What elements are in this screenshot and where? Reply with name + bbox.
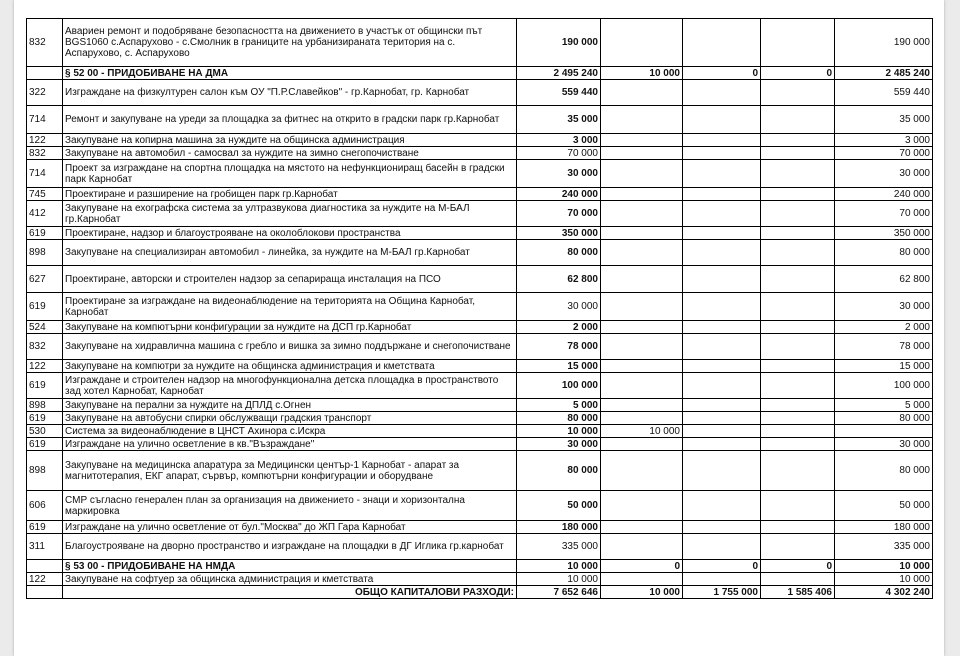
row-amount-col4: 0 <box>761 560 835 573</box>
row-amount-col4 <box>761 360 835 373</box>
row-amount-col2 <box>601 412 683 425</box>
row-amount-total: 30 000 <box>517 293 601 321</box>
row-amount-col4 <box>761 373 835 399</box>
row-amount-col3 <box>683 360 761 373</box>
total-label: ОБЩО КАПИТАЛОВИ РАЗХОДИ: <box>63 586 517 599</box>
row-code: 412 <box>27 201 63 227</box>
row-code: 122 <box>27 134 63 147</box>
table-row <box>27 491 933 521</box>
row-description: Проектиране, авторски и строителен надзор за сепарираща инсталация на ПСО <box>63 266 517 293</box>
row-amount-col2 <box>601 201 683 227</box>
row-amount-col5: 4 302 240 <box>835 586 933 599</box>
row-amount-col2: 10 000 <box>601 586 683 599</box>
row-amount-col2 <box>601 227 683 240</box>
row-description: Проектиране, надзор и благоустрояване на околоблокови пространства <box>63 227 517 240</box>
row-amount-total: 3 000 <box>517 134 601 147</box>
row-amount-col3 <box>683 147 761 160</box>
row-amount-col5: 240 000 <box>835 188 933 201</box>
row-amount-col4 <box>761 534 835 560</box>
table-row <box>27 399 933 412</box>
section-row <box>27 560 933 573</box>
row-amount-col2 <box>601 573 683 586</box>
row-amount-col5: 30 000 <box>835 293 933 321</box>
row-amount-col4 <box>761 412 835 425</box>
row-amount-col3: 0 <box>683 67 761 80</box>
row-description: § 52 00 - ПРИДОБИВАНЕ НА ДМА <box>63 67 517 80</box>
row-description: Ремонт и закупуване на уреди за площадка за фитнес на открито в градски парк гр.Карнобат <box>63 106 517 134</box>
row-description: Авариен ремонт и подобряване безопасността на движението в участък от общински път BGS1060 с.Аспарухово - с.Смолник в границите на урбанизираната територия на с. Аспарухово, с. Аспарухово <box>63 19 517 67</box>
row-amount-col3 <box>683 160 761 188</box>
row-amount-col5: 80 000 <box>835 412 933 425</box>
row-amount-col5: 70 000 <box>835 147 933 160</box>
row-description: Закупуване на автобусни спирки обслужващи градския транспорт <box>63 412 517 425</box>
row-code: 619 <box>27 373 63 399</box>
total-row <box>27 586 933 599</box>
row-amount-col2 <box>601 521 683 534</box>
row-description: Закупуване на специализиран автомобил - линейка, за нуждите на М-БАЛ гр.Карнобат <box>63 240 517 266</box>
row-amount-col4 <box>761 293 835 321</box>
row-amount-col3 <box>683 334 761 360</box>
row-code: 898 <box>27 399 63 412</box>
table-row <box>27 451 933 491</box>
row-amount-col2 <box>601 240 683 266</box>
row-amount-col5: 100 000 <box>835 373 933 399</box>
table-row <box>27 80 933 106</box>
row-amount-col2 <box>601 438 683 451</box>
row-amount-total: 80 000 <box>517 412 601 425</box>
row-amount-col3 <box>683 373 761 399</box>
row-description: Изграждане на физкултурен салон към ОУ "П.Р.Славейков" - гр.Карнобат, гр. Карнобат <box>63 80 517 106</box>
row-amount-col3 <box>683 80 761 106</box>
row-amount-col5: 180 000 <box>835 521 933 534</box>
row-code: 714 <box>27 160 63 188</box>
row-amount-col4 <box>761 438 835 451</box>
table-row <box>27 412 933 425</box>
row-amount-col4 <box>761 573 835 586</box>
row-description: Изграждане на улично осветление от бул."Москва" до ЖП Гара Карнобат <box>63 521 517 534</box>
row-description: Закупуване на компютри за нуждите на общинска администрация и кметствата <box>63 360 517 373</box>
capital-expenditure-table <box>26 18 933 599</box>
row-amount-col2: 10 000 <box>601 67 683 80</box>
row-amount-col4: 1 585 406 <box>761 586 835 599</box>
page-footer-strip <box>14 640 944 656</box>
row-description: Закупуване на перални за нуждите на ДПЛД с.Огнен <box>63 399 517 412</box>
table-row <box>27 201 933 227</box>
row-amount-total: 2 000 <box>517 321 601 334</box>
row-description: Закупуване на копирна машина за нуждите на общинска администрация <box>63 134 517 147</box>
row-code: 898 <box>27 240 63 266</box>
row-amount-col3: 1 755 000 <box>683 586 761 599</box>
row-code: 122 <box>27 573 63 586</box>
row-amount-col4 <box>761 425 835 438</box>
row-amount-col2 <box>601 373 683 399</box>
row-amount-col5: 30 000 <box>835 438 933 451</box>
table-row <box>27 266 933 293</box>
row-amount-total: 70 000 <box>517 201 601 227</box>
section-row <box>27 67 933 80</box>
row-amount-col3 <box>683 19 761 67</box>
row-description: Изграждане и строителен надзор на многофункционална детска площадка в пространството зад хотел Карнобат, Карнобат <box>63 373 517 399</box>
row-amount-col3 <box>683 266 761 293</box>
row-description: Закупуване на хидравлична машина с гребло и вишка за зимно поддържане и снегопочистване <box>63 334 517 360</box>
table-row <box>27 438 933 451</box>
row-code: 619 <box>27 412 63 425</box>
row-amount-col4 <box>761 491 835 521</box>
table-row <box>27 106 933 134</box>
row-amount-col2 <box>601 188 683 201</box>
row-description: Проект за изграждане на спортна площадка на мястото на нефункциониращ басейн в градски парк Карнобат <box>63 160 517 188</box>
row-amount-total: 10 000 <box>517 425 601 438</box>
row-code <box>27 586 63 599</box>
row-description: Проектиране и разширение на гробищен парк гр.Карнобат <box>63 188 517 201</box>
row-amount-col4 <box>761 160 835 188</box>
table-body <box>27 19 933 599</box>
row-description: Изграждане на улично осветление в кв."Възраждане" <box>63 438 517 451</box>
row-amount-col5: 5 000 <box>835 399 933 412</box>
row-code: 898 <box>27 451 63 491</box>
table-row <box>27 321 933 334</box>
row-amount-total: 559 440 <box>517 80 601 106</box>
row-amount-col2 <box>601 134 683 147</box>
table-row <box>27 19 933 67</box>
row-amount-total: 15 000 <box>517 360 601 373</box>
table-row <box>27 573 933 586</box>
table-row <box>27 160 933 188</box>
row-amount-col5: 80 000 <box>835 451 933 491</box>
row-description: Закупуване на медицинска апаратура за Медицински център-1 Карнобат - апарат за магнитотерапия, ЕКГ апарат, сървър, компютърни конфигурации и оборудване <box>63 451 517 491</box>
row-amount-total: 100 000 <box>517 373 601 399</box>
row-amount-col2 <box>601 491 683 521</box>
row-amount-col2 <box>601 334 683 360</box>
row-amount-col2 <box>601 147 683 160</box>
row-amount-total: 7 652 646 <box>517 586 601 599</box>
row-amount-col3 <box>683 451 761 491</box>
row-amount-col5: 2 000 <box>835 321 933 334</box>
row-amount-col3 <box>683 293 761 321</box>
table-row <box>27 188 933 201</box>
row-amount-total: 80 000 <box>517 240 601 266</box>
row-amount-col2 <box>601 266 683 293</box>
row-amount-col2 <box>601 19 683 67</box>
row-description: Закупуване на ехографска система за ултразвукова диагностика за нуждите на М-БАЛ гр.Карнобат <box>63 201 517 227</box>
row-amount-total: 10 000 <box>517 573 601 586</box>
row-amount-total: 10 000 <box>517 560 601 573</box>
row-amount-col5: 190 000 <box>835 19 933 67</box>
row-amount-col5: 50 000 <box>835 491 933 521</box>
row-amount-col3 <box>683 134 761 147</box>
row-amount-col2: 10 000 <box>601 425 683 438</box>
row-amount-total: 62 800 <box>517 266 601 293</box>
row-amount-col4: 0 <box>761 67 835 80</box>
row-description: Закупуване на компютърни конфигурации за нуждите на ДСП гр.Карнобат <box>63 321 517 334</box>
row-amount-total: 30 000 <box>517 160 601 188</box>
row-amount-col4 <box>761 334 835 360</box>
row-amount-total: 30 000 <box>517 438 601 451</box>
row-amount-col3 <box>683 425 761 438</box>
table-row <box>27 147 933 160</box>
row-code: 714 <box>27 106 63 134</box>
row-amount-col4 <box>761 227 835 240</box>
row-amount-col4 <box>761 399 835 412</box>
row-code: 619 <box>27 227 63 240</box>
document-page <box>14 0 944 656</box>
row-code: 619 <box>27 521 63 534</box>
row-amount-total: 70 000 <box>517 147 601 160</box>
row-amount-col5: 80 000 <box>835 240 933 266</box>
row-amount-col3 <box>683 188 761 201</box>
row-amount-col4 <box>761 19 835 67</box>
row-amount-col3 <box>683 491 761 521</box>
row-amount-total: 50 000 <box>517 491 601 521</box>
row-amount-col5: 35 000 <box>835 106 933 134</box>
row-description: Проектиране за изграждане на видеонаблюдение на територията на Община Карнобат, Карнобат <box>63 293 517 321</box>
table-row <box>27 534 933 560</box>
row-amount-total: 240 000 <box>517 188 601 201</box>
row-code: 627 <box>27 266 63 293</box>
row-amount-col3 <box>683 521 761 534</box>
row-code <box>27 67 63 80</box>
row-amount-col4 <box>761 451 835 491</box>
row-amount-col4 <box>761 147 835 160</box>
row-amount-col3 <box>683 534 761 560</box>
row-amount-col2 <box>601 160 683 188</box>
row-amount-col4 <box>761 321 835 334</box>
row-code: 832 <box>27 147 63 160</box>
row-code: 832 <box>27 19 63 67</box>
row-code: 619 <box>27 438 63 451</box>
row-amount-total: 80 000 <box>517 451 601 491</box>
row-description: Благоустрояване на дворно пространство и изграждане на площадки в ДГ Иглика гр.карнобат <box>63 534 517 560</box>
row-description: Закупуване на софтуер за общинска администрация и кметствата <box>63 573 517 586</box>
row-amount-col2 <box>601 106 683 134</box>
row-code <box>27 560 63 573</box>
row-description: Закупуване на автомобил - самосвал за нуждите на зимно снегопочистване <box>63 147 517 160</box>
table-row <box>27 240 933 266</box>
row-amount-col5: 62 800 <box>835 266 933 293</box>
row-amount-col5: 559 440 <box>835 80 933 106</box>
row-amount-total: 35 000 <box>517 106 601 134</box>
row-amount-col4 <box>761 240 835 266</box>
row-amount-col2 <box>601 80 683 106</box>
row-amount-total: 335 000 <box>517 534 601 560</box>
row-amount-col3 <box>683 240 761 266</box>
row-amount-col2 <box>601 360 683 373</box>
row-amount-col5: 10 000 <box>835 560 933 573</box>
row-amount-col4 <box>761 201 835 227</box>
row-amount-col4 <box>761 521 835 534</box>
row-code: 606 <box>27 491 63 521</box>
row-amount-col4 <box>761 134 835 147</box>
row-amount-col3 <box>683 412 761 425</box>
row-amount-col3 <box>683 573 761 586</box>
row-amount-total: 180 000 <box>517 521 601 534</box>
row-amount-total: 78 000 <box>517 334 601 360</box>
row-amount-col2 <box>601 451 683 491</box>
row-description: СМР съгласно генерален план за организация на движението - знаци и хоризонтална маркировка <box>63 491 517 521</box>
row-code: 524 <box>27 321 63 334</box>
row-amount-col2 <box>601 534 683 560</box>
row-amount-col3 <box>683 438 761 451</box>
row-amount-total: 350 000 <box>517 227 601 240</box>
table-row <box>27 425 933 438</box>
row-amount-col3: 0 <box>683 560 761 573</box>
row-amount-col4 <box>761 80 835 106</box>
row-amount-total: 190 000 <box>517 19 601 67</box>
table-row <box>27 293 933 321</box>
table-row <box>27 134 933 147</box>
row-amount-col3 <box>683 321 761 334</box>
row-amount-col2 <box>601 293 683 321</box>
table-row <box>27 360 933 373</box>
row-amount-col5: 78 000 <box>835 334 933 360</box>
table-row <box>27 227 933 240</box>
row-amount-col5: 335 000 <box>835 534 933 560</box>
row-amount-col2 <box>601 399 683 412</box>
row-amount-col3 <box>683 399 761 412</box>
row-code: 122 <box>27 360 63 373</box>
table-row <box>27 373 933 399</box>
row-amount-col5: 2 485 240 <box>835 67 933 80</box>
row-amount-col3 <box>683 201 761 227</box>
row-description: § 53 00 - ПРИДОБИВАНЕ НА НМДА <box>63 560 517 573</box>
row-amount-col5: 70 000 <box>835 201 933 227</box>
row-amount-total: 5 000 <box>517 399 601 412</box>
row-amount-col5: 10 000 <box>835 573 933 586</box>
table-row <box>27 521 933 534</box>
row-code: 530 <box>27 425 63 438</box>
row-amount-col2 <box>601 321 683 334</box>
row-code: 745 <box>27 188 63 201</box>
row-amount-col5: 350 000 <box>835 227 933 240</box>
row-code: 619 <box>27 293 63 321</box>
table-row <box>27 334 933 360</box>
row-amount-col5: 15 000 <box>835 360 933 373</box>
row-amount-col2: 0 <box>601 560 683 573</box>
row-code: 322 <box>27 80 63 106</box>
row-code: 832 <box>27 334 63 360</box>
row-amount-col5: 3 000 <box>835 134 933 147</box>
row-amount-col3 <box>683 227 761 240</box>
row-amount-col5: 30 000 <box>835 160 933 188</box>
row-code: 311 <box>27 534 63 560</box>
row-amount-col4 <box>761 266 835 293</box>
row-amount-col4 <box>761 188 835 201</box>
row-amount-col3 <box>683 106 761 134</box>
row-amount-total: 2 495 240 <box>517 67 601 80</box>
row-description: Система за видеонаблюдение в ЦНСТ Ахинора с.Искра <box>63 425 517 438</box>
row-amount-col5 <box>835 425 933 438</box>
row-amount-col4 <box>761 106 835 134</box>
